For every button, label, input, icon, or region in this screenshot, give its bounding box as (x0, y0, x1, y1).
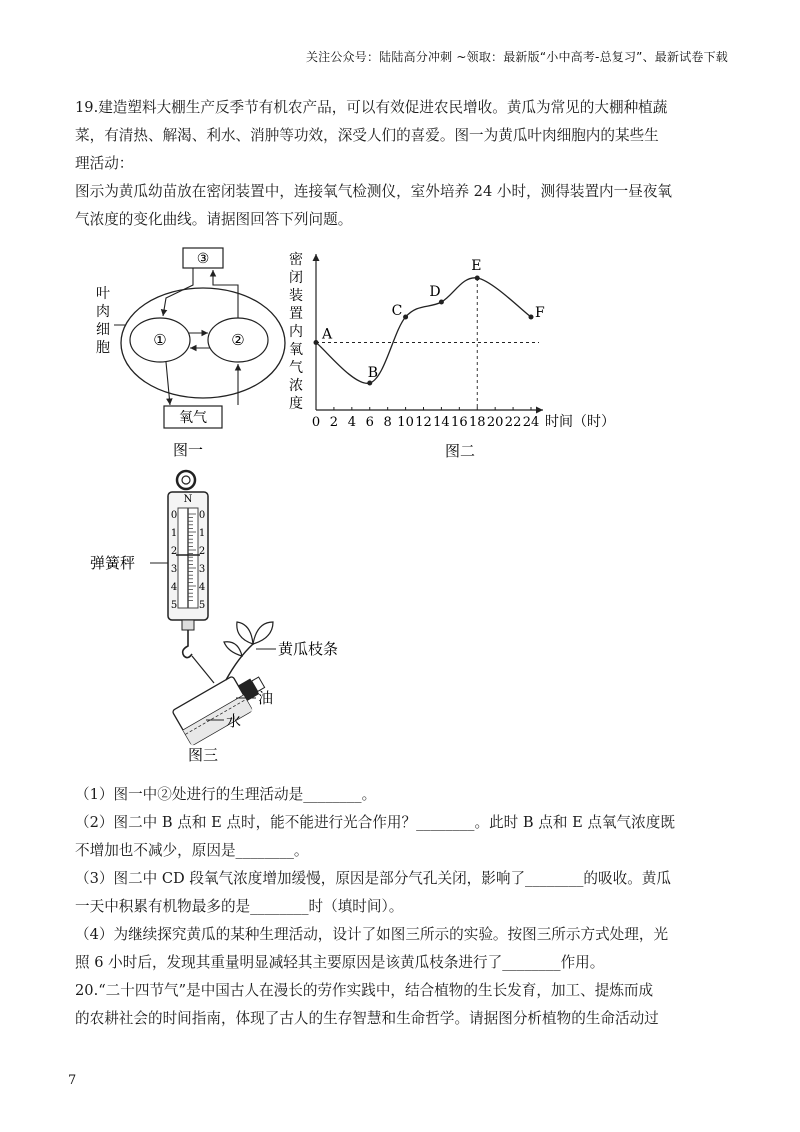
fig1-caption: 图一 (172, 441, 204, 459)
svg-text:度: 度 (289, 396, 303, 412)
fig2-x-tick-label: 0 (311, 415, 321, 430)
question-line: 照 6 小时后，发现其重量明显减轻其主要原因是该黄瓜枝条进行了________作用。 (75, 954, 605, 971)
fig2-point-d (439, 300, 444, 305)
figure-1 (88, 240, 288, 465)
fig2-x-tick-label: 18 (468, 415, 486, 430)
q19-intro-line: 气浓度的变化曲线。请据图回答下列问题。 (75, 211, 353, 228)
fig2-point-label: A (322, 326, 333, 343)
page-header: 关注公众号：陆陆高分冲刺 ~领取：最新版“小中高考-总复习”、最新试卷下载 (305, 50, 728, 64)
fig2-curve (316, 278, 531, 384)
scale-tick-label: 4 (170, 582, 178, 593)
q20-line: 20.“二十四节气”是中国古人在漫长的劳作实践中，结合植物的生长发育，加工、提炼而成 (75, 982, 654, 999)
fig2-point-b (367, 381, 372, 386)
fig2-y-label (289, 252, 303, 412)
scale-tick-label: 1 (170, 528, 178, 539)
fig1-circle-2: ② (231, 331, 245, 349)
fig2-x-tick-label: 2 (329, 415, 339, 430)
q19-intro-line: 菜，有清热、解渴、利水、消肿等功效，深受人们的喜爱。图一为黄瓜叶肉细胞内的某些生 (75, 127, 659, 144)
fig3-scale-label: 弹簧秤 (90, 554, 136, 572)
fig2-x-tick-label: 12 (415, 415, 432, 430)
fig2-point-f (529, 315, 534, 320)
svg-text:氧: 氧 (289, 342, 303, 358)
svg-text:置: 置 (289, 306, 303, 322)
question-line: （3）图二中 CD 段氧气浓度增加缓慢，原因是部分气孔关闭，影响了________的吸收。黄瓜 (75, 870, 671, 887)
figure-3 (88, 468, 368, 768)
fig1-cell (121, 288, 285, 398)
fig3-branch-label: 黄瓜枝条 (278, 640, 339, 658)
fig3-caption: 图三 (187, 746, 219, 764)
fig2-point-a (314, 340, 319, 345)
q19-intro (75, 94, 727, 234)
svg-text:装: 装 (289, 288, 303, 304)
fig1-box-bottom-label: 氧气 (179, 410, 207, 426)
fig2-x-tick-label: 20 (486, 415, 504, 430)
scale-tick-label: 1 (198, 528, 206, 539)
scale-top-label: N (183, 494, 193, 505)
page-number: 7 (68, 1073, 77, 1088)
fig2-point-label: F (535, 305, 545, 321)
fig2-point-label: B (367, 365, 379, 381)
scale-ring (177, 471, 195, 489)
fig2-point-label: C (391, 303, 403, 319)
fig2-x-tick-label: 6 (365, 415, 374, 430)
question-line: 不增加也不减少，原因是________。 (75, 842, 309, 859)
svg-text:闭: 闭 (289, 270, 303, 286)
fig2-x-tick-label: 14 (433, 415, 450, 430)
scale-tick-label: 2 (198, 546, 206, 557)
fig2-x-tick-label: 8 (383, 415, 392, 430)
fig2-point-label: E (471, 258, 482, 274)
fig2-point-c (403, 315, 408, 320)
question-line: （4）为继续探究黄瓜的某种生理活动，设计了如图三所示的实验。按图三所示方式处理，光 (75, 926, 669, 943)
svg-text:浓: 浓 (289, 378, 303, 394)
q20-line: 的农耕社会的时间指南，体现了古人的生存智慧和生命哲学。请据图分析植物的生命活动过 (75, 1010, 659, 1027)
fig1-side-label: 肉 (96, 304, 110, 320)
fig1-side-label: 胞 (96, 340, 110, 356)
fig2-point-label: D (429, 284, 441, 300)
scale-tick-label: 5 (170, 600, 178, 611)
bottle (172, 665, 272, 746)
scale-tick-label: 5 (198, 600, 206, 611)
fig2-x-label: 时间（时） (545, 414, 615, 430)
fig2-x-tick-label: 16 (451, 415, 468, 430)
q20-text (75, 977, 727, 1033)
fig2-x-tick-label: 4 (347, 415, 356, 430)
q19-intro-line: 图示为黄瓜幼苗放在密闭装置中，连接氧气检测仪，室外培养 24 小时，测得装置内一昼夜氧 (75, 183, 673, 200)
cucumber-branch (224, 622, 273, 680)
svg-text:内: 内 (289, 324, 303, 340)
scale-tick-label: 0 (198, 510, 206, 521)
fig2-x-tick-label: 22 (504, 415, 522, 430)
fig2-point-e (475, 276, 480, 281)
fig3-water-label: 水 (226, 712, 242, 730)
scale-tick-label: 2 (170, 546, 178, 557)
figure-2 (285, 248, 645, 466)
scale-tick-label: 4 (198, 582, 206, 593)
fig2-caption: 图二 (444, 442, 476, 460)
question-line: 一天中积累有机物最多的是________时（填时间）。 (75, 898, 404, 915)
fig3-oil-label: 油 (258, 689, 274, 707)
fig1-circle-1: ① (153, 331, 167, 349)
fig2-x-tick-label: 10 (397, 415, 414, 430)
q19-questions (75, 781, 727, 977)
fig1-side-label: 细 (96, 322, 110, 338)
fig1-box-top-label: ③ (196, 251, 210, 267)
question-line: （2）图二中 B 点和 E 点时，能不能进行光合作用？________。此时 B 点和 E 点氧气浓度既 (75, 814, 675, 831)
fig2-x-tick-label: 24 (522, 415, 540, 430)
scale-tick-label: 3 (198, 564, 206, 575)
question-line: （1）图一中②处进行的生理活动是________。 (75, 786, 377, 803)
svg-text:密: 密 (289, 252, 303, 268)
svg-text:气: 气 (289, 360, 303, 376)
fig1-side-label: 叶 (96, 286, 110, 302)
q19-intro-line: 理活动： (75, 155, 134, 172)
scale-tick-label: 0 (170, 510, 178, 521)
scale-tick-label: 3 (170, 564, 178, 575)
q19-intro-line: 19.建造塑料大棚生产反季节有机农产品，可以有效促进农民增收。黄瓜为常见的大棚种植蔬 (75, 99, 668, 116)
